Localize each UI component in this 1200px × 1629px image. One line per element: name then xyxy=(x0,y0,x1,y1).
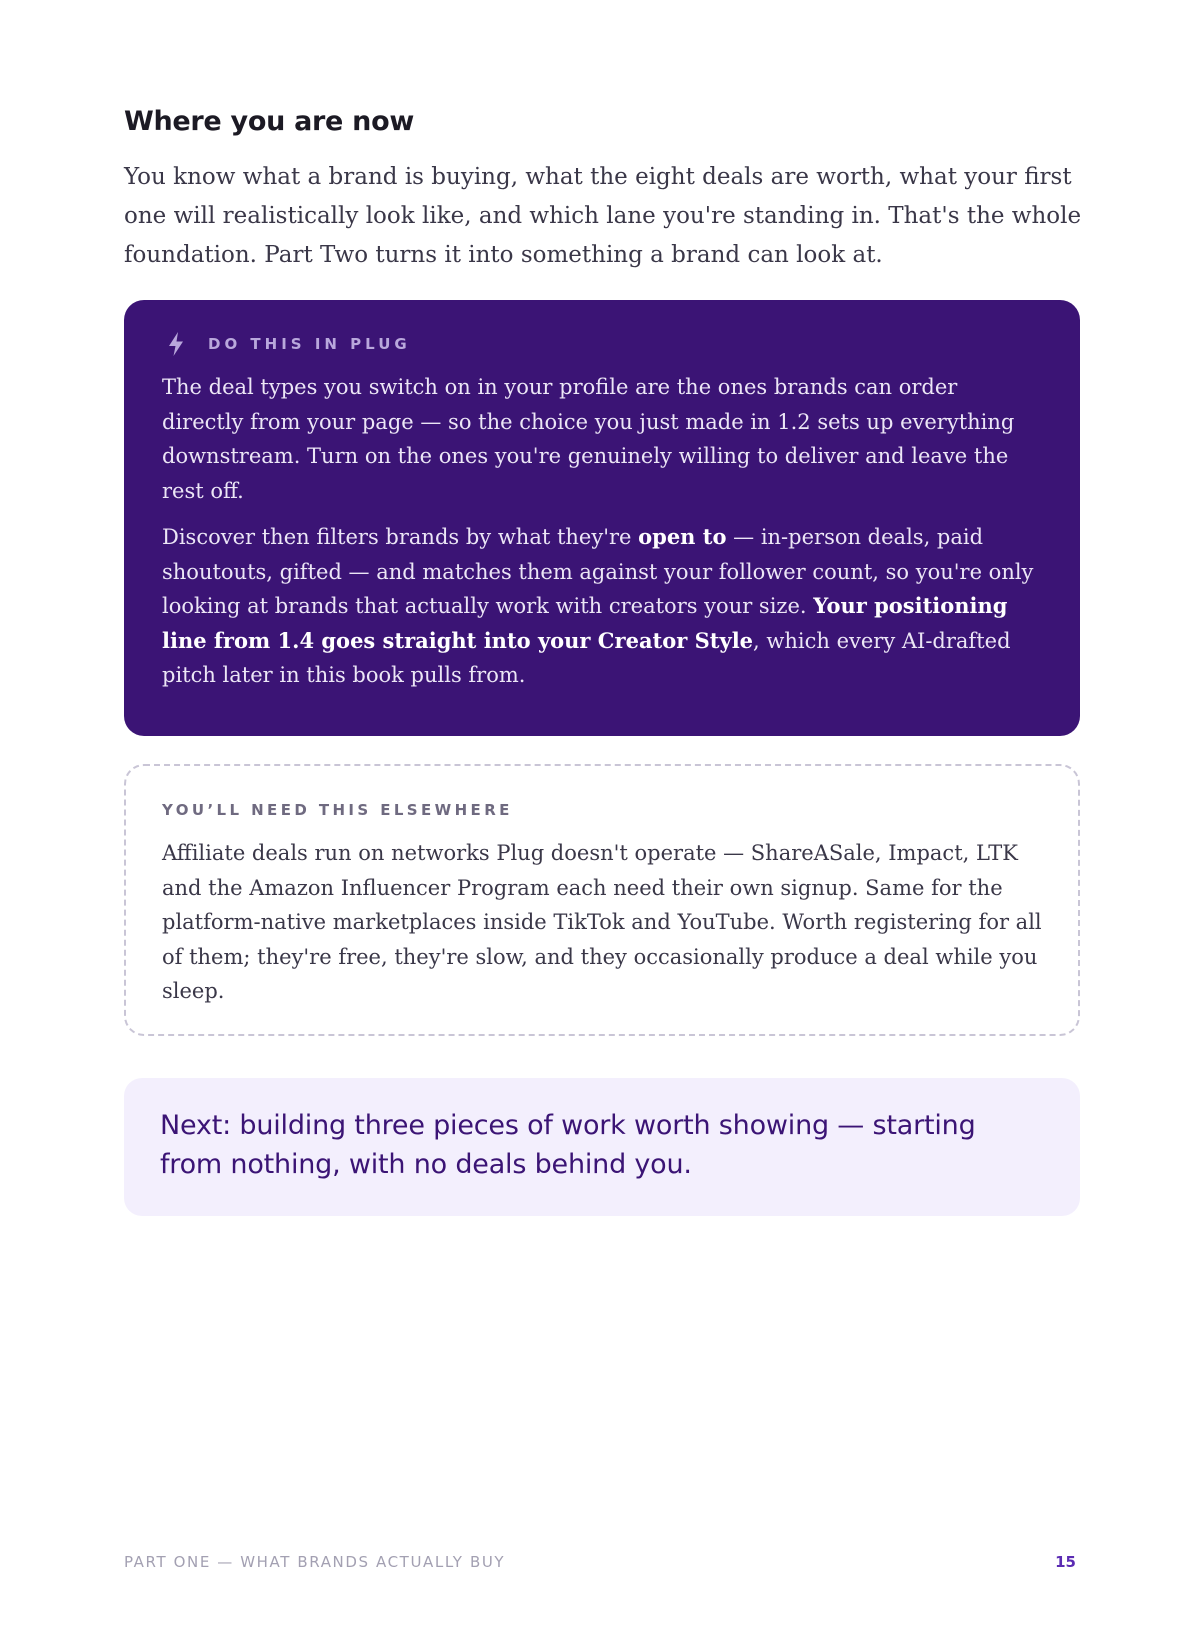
page-footer xyxy=(124,1553,1080,1571)
page-number: 15 xyxy=(1055,1553,1076,1571)
elsewhere-callout-label: YOU’LL NEED THIS ELSEWHERE xyxy=(162,801,513,819)
lightning-bolt-icon xyxy=(166,331,186,357)
running-title: PART ONE — WHAT BRANDS ACTUALLY BUY xyxy=(124,1553,506,1571)
plug-p2-text-1: Discover then filters brands by what they're xyxy=(162,525,639,549)
plug-p2-bold-2: Your positioning line from 1.4 goes straight into your Creator Style xyxy=(162,593,1008,653)
plug-callout-header xyxy=(162,330,1042,358)
youll-need-this-elsewhere-callout xyxy=(124,764,1080,1036)
elsewhere-callout-body: Affiliate deals run on networks Plug doesn't operate — ShareASale, Impact, LTK and the Amazon Influencer Program each need their own signup. Same for the platform-native marketplaces inside TikTok and YouTube. Worth registering for all of them; they're free, they're slow, and they occasionally produce a deal while you sleep. xyxy=(162,841,1042,1003)
plug-callout-label: DO THIS IN PLUG xyxy=(208,335,411,353)
plug-p2-bold-1: open to xyxy=(638,524,727,549)
plug-p2-text-2: — in-person deals, paid shoutouts, gifted — and matches them against your follower count, so you're only looking at brands that actually work with creators your size. xyxy=(162,525,1034,618)
plug-callout-paragraph-2 xyxy=(162,520,1042,693)
next-chapter-text: Next: building three pieces of work worth showing — starting from nothing, with no deals behind you. xyxy=(160,1110,976,1180)
section-heading: Where you are now xyxy=(124,106,414,137)
plug-callout-paragraph-1: The deal types you switch on in your profile are the ones brands can order directly from your page — so the choice you just made in 1.2 sets up everything downstream. Turn on the ones you're genuinely willing to deliver and leave the rest off. xyxy=(162,375,1015,503)
plug-p2-text-3: , which every AI-drafted pitch later in this book pulls from. xyxy=(162,628,1011,687)
intro-paragraph: You know what a brand is buying, what the eight deals are worth, what your first one will realistically look like, and which lane you're standing in. That's the whole foundation. Part Two turns it into something a brand can look at. xyxy=(124,164,1082,268)
next-chapter-box xyxy=(124,1078,1080,1216)
do-this-in-plug-callout xyxy=(124,300,1080,736)
